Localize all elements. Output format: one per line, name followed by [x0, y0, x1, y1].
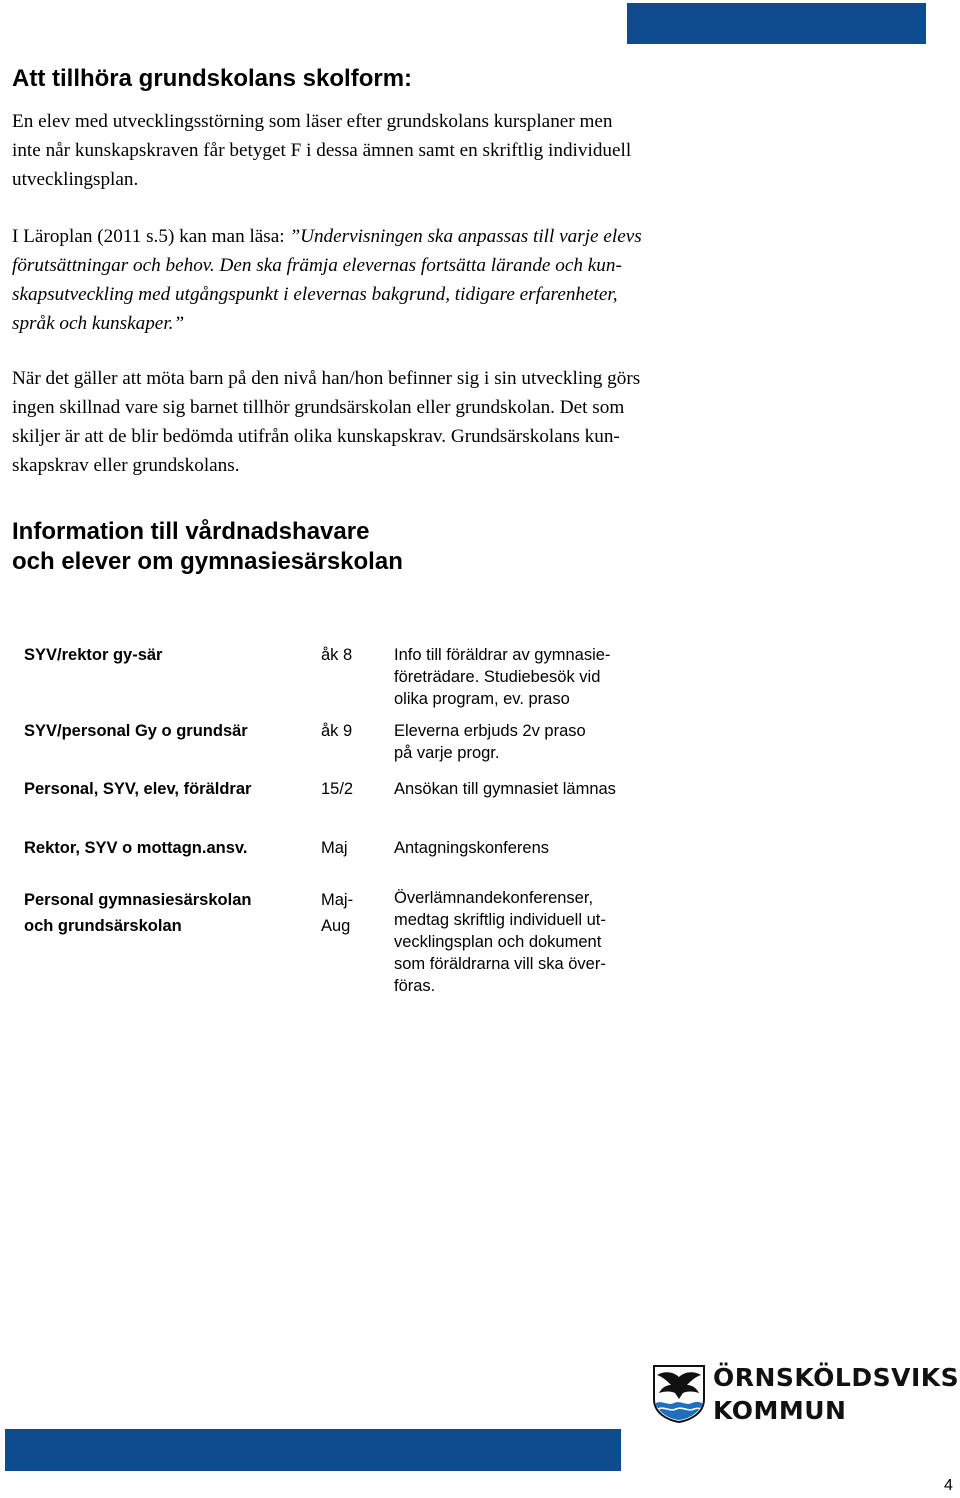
text-line: skapskrav eller grundskolans. — [12, 455, 240, 476]
section-heading-information — [12, 517, 403, 577]
schedule-what: Eleverna erbjuds 2v praso på varje progr. — [394, 722, 586, 762]
eagle-coat-of-arms-icon — [653, 1365, 705, 1428]
schedule-who: Personal, SYV, elev, föräldrar — [24, 780, 252, 798]
text-line — [12, 222, 772, 251]
text-line: utvecklingsplan. — [12, 169, 139, 190]
quote-text: förutsättningar och behov. — [12, 255, 215, 276]
schedule-what: Ansökan till gymnasiet lämnas — [394, 780, 616, 798]
schedule-when: Maj- Aug — [321, 891, 354, 935]
schedule-when: 15/2 — [321, 780, 354, 798]
schedule-when: Maj — [321, 839, 348, 857]
section-heading-grundskolan: Att tillhöra grundskolans skolform: — [12, 65, 413, 92]
schedule-who: SYV/rektor gy-sär — [24, 646, 163, 664]
quote-text: ”Undervisningen ska anpassas till varje elevs — [289, 226, 642, 247]
quote-text: skapsutveckling med utgångspunkt i elevernas bakgrund, tidigare erfarenheter, — [12, 284, 618, 305]
heading-line: Information till vårdnadshavare — [12, 518, 370, 545]
text-line: ingen skillnad vare sig barnet tillhör grundsärskolan eller grundskolan. Det som — [12, 397, 625, 418]
page-number: 4 — [944, 1477, 953, 1494]
schedule-when: åk 9 — [321, 722, 353, 740]
quote-text: språk och kunskaper.” — [12, 313, 185, 334]
quote-text: Den ska främja elevernas fortsätta lärande och kun- — [214, 255, 622, 276]
schedule-who: Personal gymnasiesärskolan och grundsärskolan — [24, 891, 252, 935]
text-line — [12, 251, 772, 280]
schedule-who: SYV/personal Gy o grundsär — [24, 722, 248, 740]
logo-text-line1: ÖRNSKÖLDSVIKS — [713, 1363, 960, 1392]
heading-line: och elever om gymnasiesärskolan — [12, 548, 403, 575]
paragraph-assessment — [12, 364, 772, 480]
schedule-what: Överlämnandekonferenser, medtag skriftlig individuell ut- vecklingsplan och dokument som föräldrarna vill ska över- föras. — [394, 889, 606, 995]
header-color-bar — [627, 3, 926, 44]
text-line: skiljer är att de blir bedömda utifrån olika kunskapskrav. Grundsärskolans kun- — [12, 426, 620, 447]
schedule-when: åk 8 — [321, 646, 353, 664]
text-line: En elev med utvecklingsstörning som läser efter grundskolans kursplaner men — [12, 111, 613, 132]
schedule-what: Info till föräldrar av gymnasie- företrädare. Studiebesök vid olika program, ev. praso — [394, 646, 611, 708]
quote-intro: I Läroplan (2011 s.5) kan man läsa: — [12, 226, 290, 247]
schedule-who: Rektor, SYV o mottagn.ansv. — [24, 839, 248, 857]
text-line: När det gäller att möta barn på den nivå han/hon befinner sig i sin utveckling görs — [12, 368, 641, 389]
paragraph-intro — [12, 107, 772, 194]
text-line: inte når kunskapskraven får betyget F i dessa ämnen samt en skriftlig individuell — [12, 140, 632, 161]
logo-text-line2: KOMMUN — [713, 1396, 847, 1425]
schedule-what: Antagningskonferens — [394, 839, 550, 857]
paragraph-laroplan-quote — [12, 222, 772, 338]
footer-color-bar — [5, 1429, 621, 1471]
